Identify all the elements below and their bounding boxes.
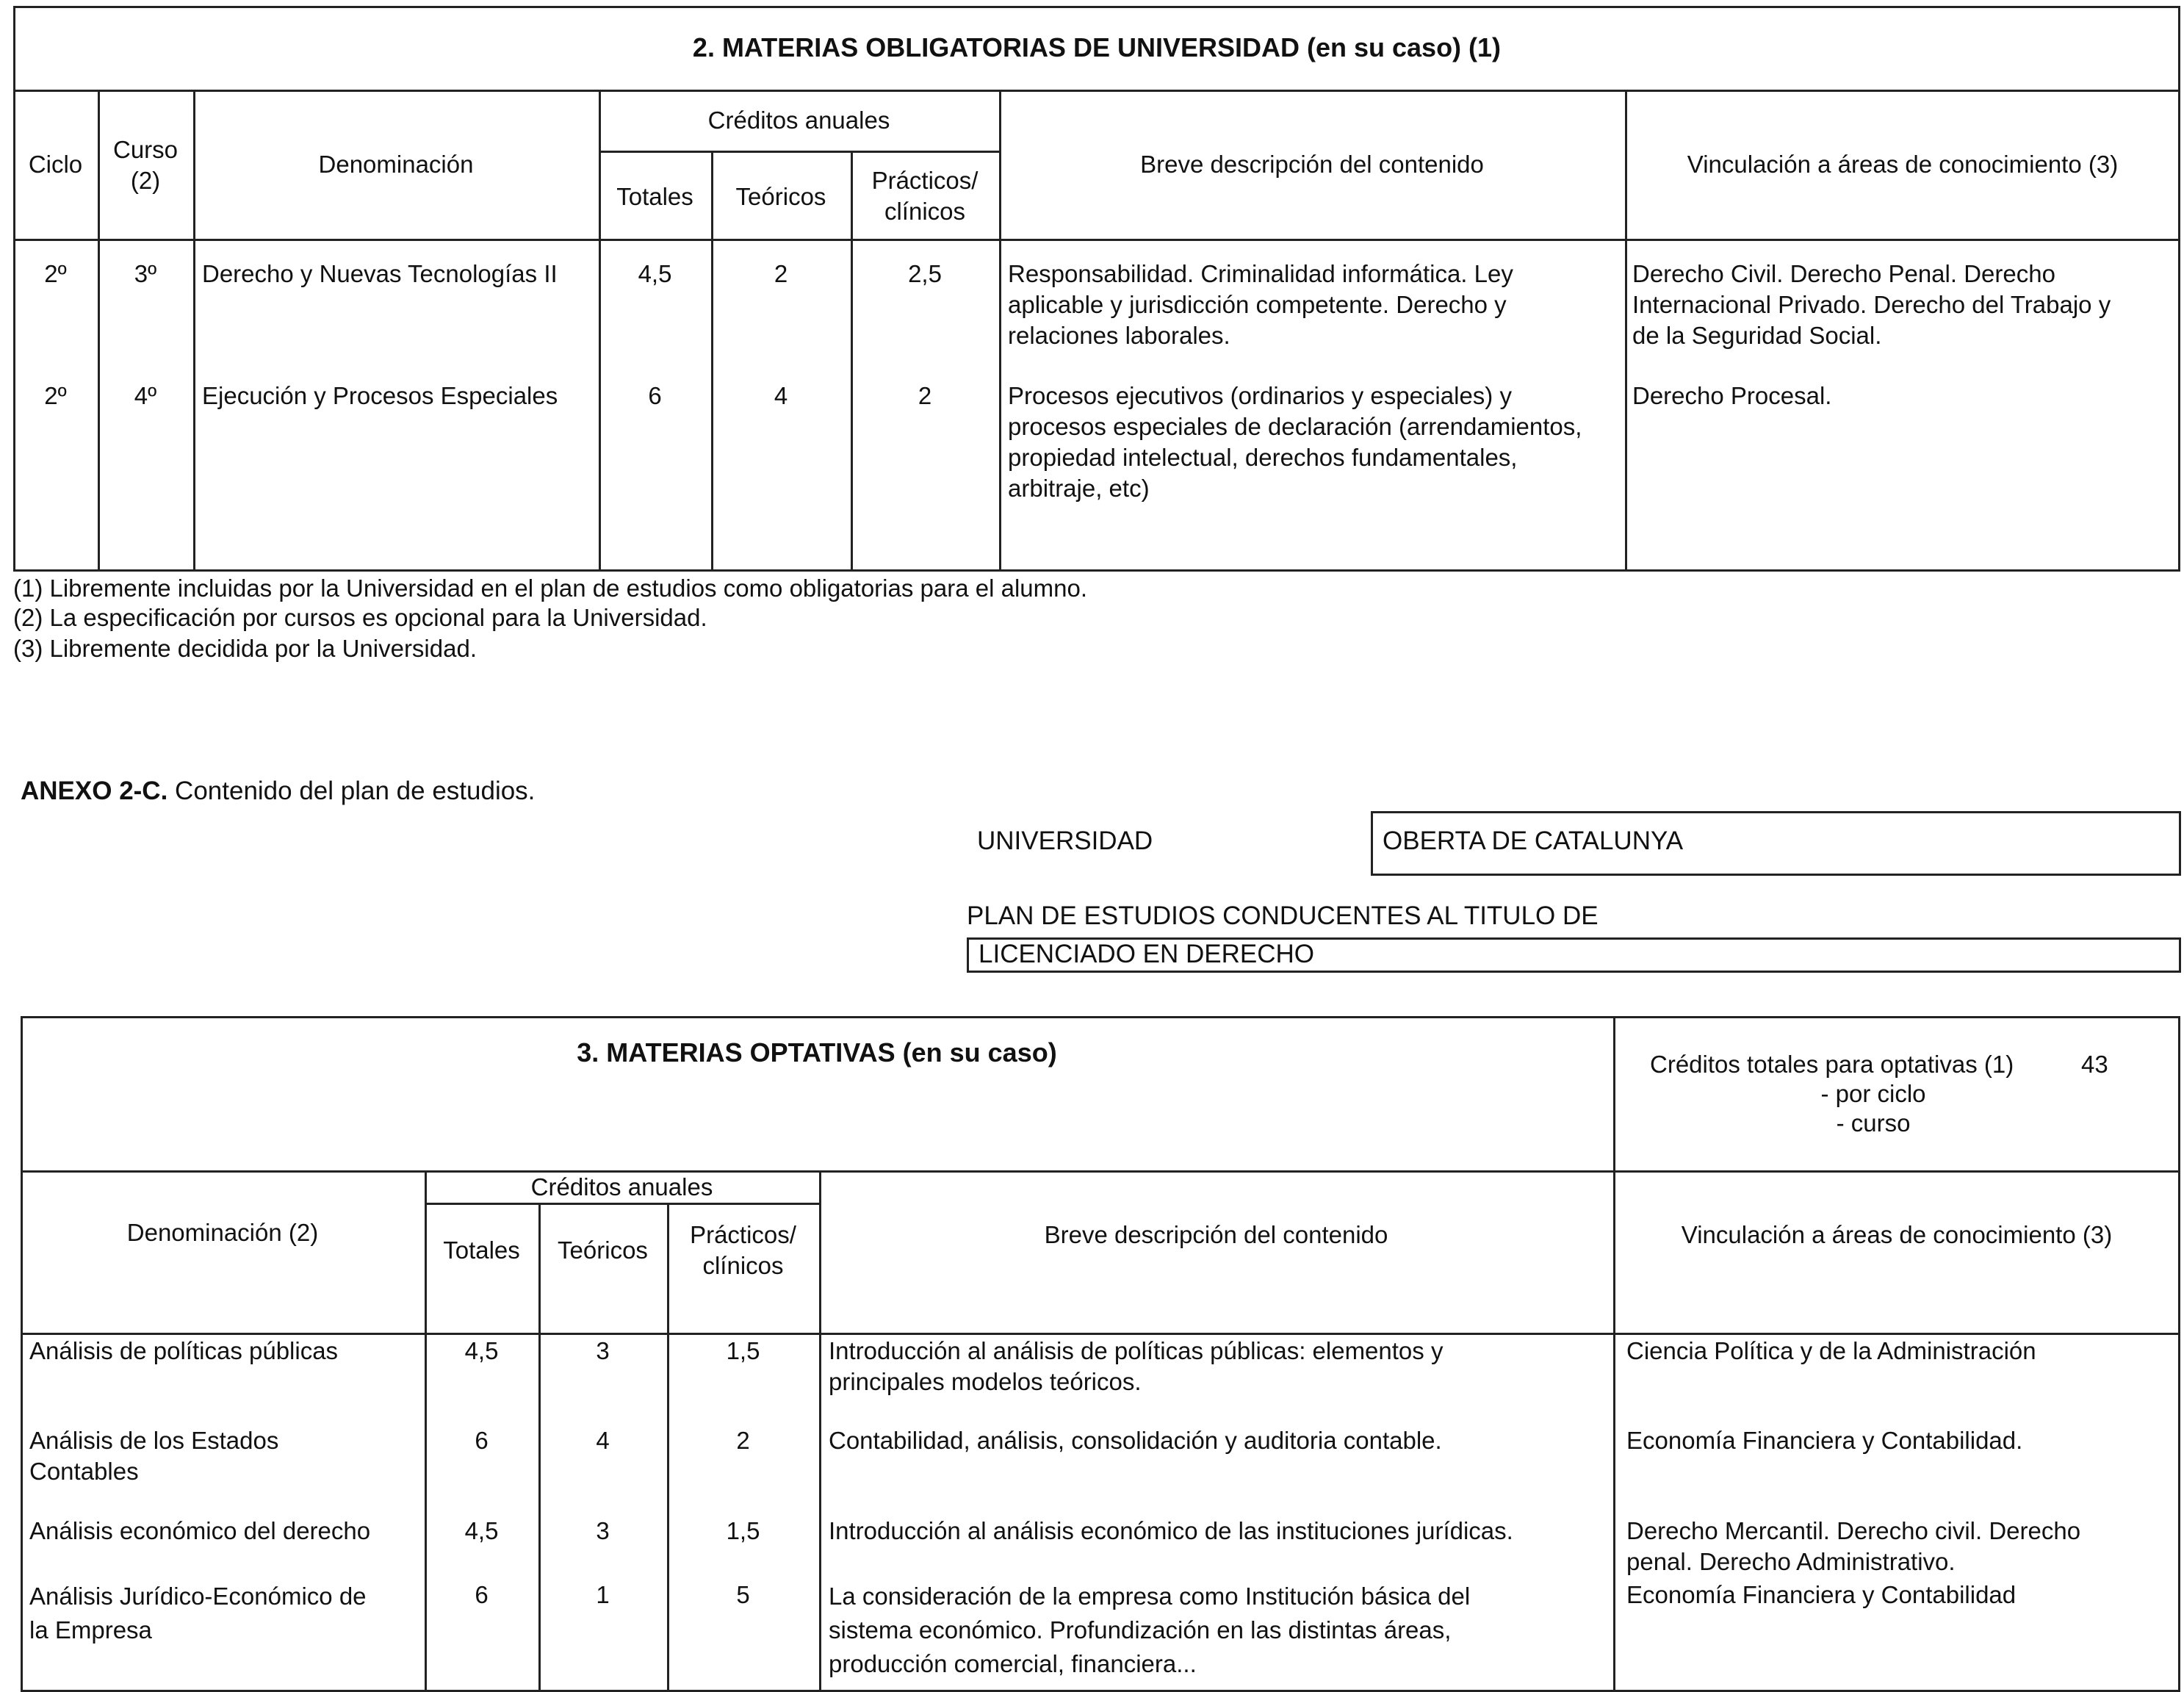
cell-vinculacion: Derecho Procesal. (1632, 382, 1832, 409)
header-curso-note: (2) (130, 167, 161, 194)
cell-denominacion: Análisis Jurídico-Económico de la Empresa (29, 1583, 367, 1644)
footnote-2: (2) La especificación por cursos es opcional para la Universidad. (13, 604, 707, 631)
header-vinculacion: Vinculación a áreas de conocimiento (3) (1681, 1221, 2113, 1248)
header-vinculacion: Vinculación a áreas de conocimiento (3) (1687, 151, 2119, 178)
section3-title: 3. MATERIAS OPTATIVAS (en su caso) (577, 1037, 1057, 1068)
cell-practicos: 2 (918, 382, 932, 409)
header-denominacion: Denominación (2) (126, 1219, 319, 1246)
anexo-title: ANEXO 2-C. Contenido del plan de estudios. (21, 777, 536, 805)
universidad-value: OBERTA DE CATALUNYA (1383, 827, 1684, 855)
cell-descripcion: Responsabilidad. Criminalidad informática. Ley aplicable y jurisdicción competente. Derecho y relaciones laborales. (1008, 260, 1513, 349)
header-curso: Curso (112, 136, 179, 163)
cell-ciclo: 2º (44, 382, 67, 409)
plan-label: PLAN DE ESTUDIOS CONDUCENTES AL TITULO DE (967, 901, 1599, 930)
header-teoricos: Teóricos (735, 183, 826, 210)
header-descripcion: Breve descripción del contenido (1140, 151, 1484, 178)
cell-practicos: 5 (736, 1581, 750, 1608)
cell-ciclo: 2º (44, 260, 67, 287)
cell-descripcion: Contabilidad, análisis, consolidación y auditoria contable. (829, 1427, 1442, 1454)
cell-practicos: 1,5 (726, 1337, 760, 1364)
creditos-totales-label: Créditos totales para optativas (1) (1650, 1051, 2014, 1078)
cell-teoricos: 1 (596, 1581, 610, 1608)
cell-denominacion: Análisis de los Estados Contables (29, 1427, 279, 1485)
cell-totales: 4,5 (638, 260, 672, 287)
cell-curso: 4º (134, 382, 157, 409)
header-ciclo: Ciclo (28, 151, 83, 178)
cell-vinculacion: Derecho Civil. Derecho Penal. Derecho Internacional Privado. Derecho del Trabajo y de la Seguridad Social. (1632, 260, 2111, 349)
header-clinicos: clínicos (884, 198, 966, 225)
cell-teoricos: 3 (596, 1517, 610, 1544)
cell-totales: 6 (475, 1427, 489, 1454)
footnote-3: (3) Libremente decidida por la Universidad. (13, 635, 477, 662)
header-totales: Totales (443, 1236, 520, 1264)
plan-value: LICENCIADO EN DERECHO (979, 940, 1315, 968)
header-practicos: Prácticos/ (871, 167, 979, 194)
footnote-1: (1) Libremente incluidas por la Universidad en el plan de estudios como obligatorias para el alumno. (13, 575, 1087, 602)
cell-teoricos: 3 (596, 1337, 610, 1364)
cell-denominacion: Análisis de políticas públicas (29, 1337, 339, 1364)
cell-curso: 3º (134, 260, 157, 287)
creditos-totales-value: 43 (2081, 1051, 2108, 1078)
cell-denominacion: Análisis económico del derecho (29, 1517, 371, 1544)
header-creditos-anuales: Créditos anuales (707, 107, 890, 134)
header-denominacion: Denominación (318, 151, 474, 178)
cell-totales: 6 (648, 382, 662, 409)
cell-totales: 4,5 (464, 1517, 499, 1544)
cell-descripcion: Procesos ejecutivos (ordinarios y especiales) y procesos especiales de declaración (arrendamientos, propiedad intelectual, derechos fundamentales, arbitraje, etc) (1008, 382, 1582, 502)
cell-descripcion: La consideración de la empresa como Institución básica del sistema económico. Profundización en las distintas áreas, producción comercial, financiera... (829, 1583, 1471, 1677)
cell-vinculacion: Derecho Mercantil. Derecho civil. Derecho penal. Derecho Administrativo. (1626, 1517, 2081, 1575)
cell-totales: 4,5 (464, 1337, 499, 1364)
section2-title: 2. MATERIAS OBLIGATORIAS DE UNIVERSIDAD (en su caso) (1) (692, 32, 1502, 62)
cell-practicos: 2 (736, 1427, 750, 1454)
header-descripcion: Breve descripción del contenido (1044, 1221, 1388, 1248)
cell-vinculacion: Economía Financiera y Contabilidad (1626, 1581, 2017, 1608)
header-creditos-anuales: Créditos anuales (530, 1173, 713, 1200)
cell-vinculacion: Ciencia Política y de la Administración (1626, 1337, 2036, 1364)
cell-teoricos: 4 (774, 382, 788, 409)
cell-descripcion: Introducción al análisis de políticas públicas: elementos y principales modelos teóricos. (829, 1337, 1444, 1395)
cell-descripcion: Introducción al análisis económico de las instituciones jurídicas. (829, 1517, 1513, 1544)
curso-label: - curso (1836, 1109, 1911, 1137)
cell-practicos: 1,5 (726, 1517, 760, 1544)
cell-practicos: 2,5 (908, 260, 942, 287)
header-clinicos: clínicos (702, 1252, 784, 1279)
cell-totales: 6 (475, 1581, 489, 1608)
cell-teoricos: 2 (774, 260, 788, 287)
cell-denominacion: Ejecución y Procesos Especiales (202, 382, 558, 409)
por-ciclo-label: - por ciclo (1820, 1080, 1926, 1107)
cell-teoricos: 4 (596, 1427, 610, 1454)
cell-denominacion: Derecho y Nuevas Tecnologías II (202, 260, 558, 287)
header-teoricos: Teóricos (558, 1236, 648, 1264)
header-totales: Totales (616, 183, 693, 210)
universidad-label: UNIVERSIDAD (977, 827, 1153, 855)
cell-vinculacion: Economía Financiera y Contabilidad. (1626, 1427, 2023, 1454)
header-practicos: Prácticos/ (690, 1221, 796, 1248)
